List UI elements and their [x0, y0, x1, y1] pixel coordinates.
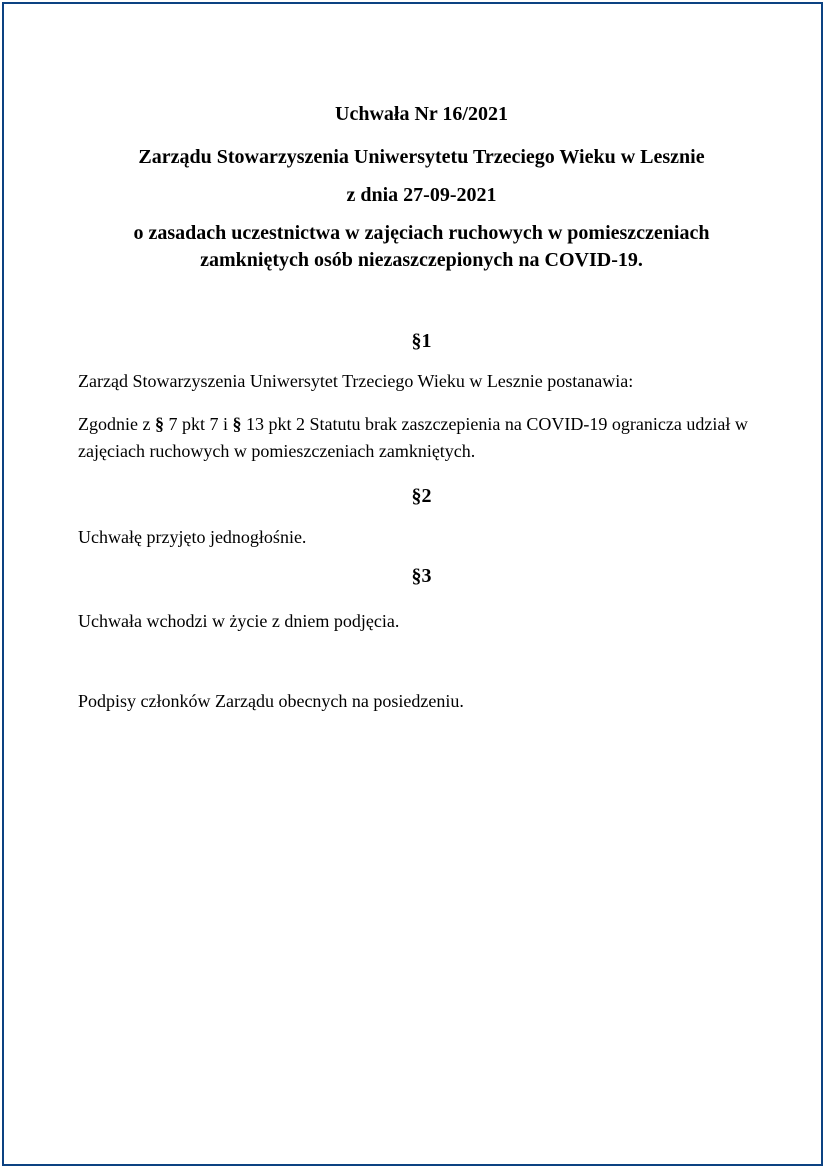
document-page-border: [2, 2, 823, 1166]
section-2-heading: §2: [411, 485, 432, 507]
section-symbol: §: [154, 414, 164, 434]
ruling-text-part: 7 pkt 7 i: [163, 414, 233, 434]
section-3-heading: §3: [411, 565, 432, 587]
ruling-text-part: Zgodnie z: [78, 414, 155, 434]
section-2-paragraph: Uchwałę przyjęto jednogłośnie.: [78, 527, 307, 547]
section-symbol: §: [232, 414, 242, 434]
section-3-paragraph: Uchwała wchodzi w życie z dniem podjęcia.: [78, 611, 400, 631]
section-1-ruling-paragraph: [78, 411, 765, 465]
document-subject: o zasadach uczestnictwa w zajęciach ruchowych w pomieszczeniach zamkniętych osób niezaszczepionych na COVID-19.: [133, 222, 710, 271]
section-1-intro-paragraph: Zarząd Stowarzyszenia Uniwersytet Trzeciego Wieku w Lesznie postanawia:: [78, 371, 634, 391]
document-content: [4, 4, 821, 1164]
document-date-line: z dnia 27-09-2021: [346, 184, 497, 206]
section-1-heading: §1: [411, 330, 432, 352]
ruling-text-part: 13 pkt 2 Statutu brak zaszczepienia na COVID-19 ogranicza udział w zajęciach ruchowych w pomieszczeniach zamkniętych.: [78, 414, 748, 461]
signatures-line: Podpisy członków Zarządu obecnych na posiedzeniu.: [78, 691, 464, 711]
document-organization-line: Zarządu Stowarzyszenia Uniwersytetu Trzeciego Wieku w Lesznie: [138, 146, 705, 168]
document-title: Uchwała Nr 16/2021: [335, 103, 508, 125]
